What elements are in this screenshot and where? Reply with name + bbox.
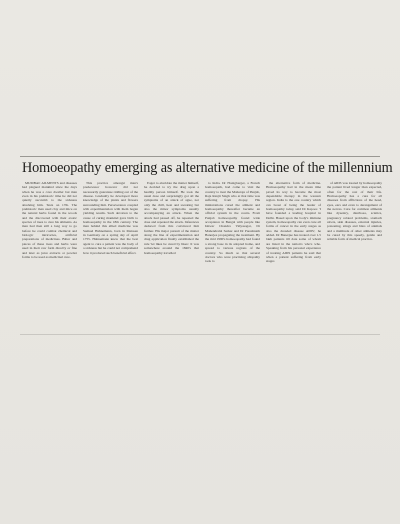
article-column-1 <box>22 181 77 333</box>
column-text: This practice amongst man's predecessor however did not necessarily guarantee ridding out of the disease. Gradually he developed more knowledge of the plants and flowers surrounding him. Perseverance coupled with experimentation with them began yielding results. Such devotion to the cause of curing mankind gave birth to homoeopathy in the 18th century. The man behind this allied medicine was Samuel Hahnemann, born in Meissen in Germany on a spring day of April 1755. Hahnemann knew that the best agent to cure a patient was the body of a sickness but he could not comprehend how it produced such beneficial effect. <box>83 181 138 255</box>
article-column-3 <box>144 181 199 333</box>
article-column-2 <box>83 181 138 333</box>
column-text: to India. Dr Honigberger, a French homoeopath, had come to visit the country to treat the Maharaja of Punjab, Raja Ranjit Singh who at that time was suffering from dropsy. His ministrations cured the ailment and homoeopathy thereafter became an official system in the courts. From Punjab homoeopathy found wide acceptance in Bengal with people like Ishwar Chandra Vidyasagar, Dr Mahendralal Sarkar and Dr Pareshnath Banerjee propagating the treatment. By the mid 1990's homoeopathy had found a strong base in its adopted home, and spread to various regions of the country. So much so that several doctors who were practising allopathy took to <box>205 181 260 264</box>
column-text: the alternative form of medicine. Homoeopathy had in the mean time paved its way to become the most dependable therapy in the western region. India is the one country which can boast of being the leader of homoeopathy today, said Dr Kapoor. 'I have founded a leading hospital in Delhi. Based upon the body's immune system, homoeopathy can even cure all forms of cancer in the early stages as also the dreaded disease AIDS', he added. Dr Banerjee has treated over 1.5 lakh patients till date some of whom are listed in the nation's who's who. Speaking from his personal experience of treating AIDS patients he said that when a patient suffering from early stages <box>266 181 321 264</box>
article-headline: Homoeopathy emerging as alternative medicine of the millennium <box>22 160 393 176</box>
article-column-4 <box>205 181 260 333</box>
article-column-6 <box>327 181 382 333</box>
column-text: Eager to elucidate the matter himself, he decided to try the drug upon a healthy person himself. He took the usual dose and surprisingly got all the symptoms of an attack of ague, not only the chill, heat and sweating but also the minor symptoms usually accompanying an attack. When the attack had passed off, he repeated the dose and repeated the attack. Inferences deduced from this convinced him further. His major pursuit of the matter along the line of experimentation and drug application finally established the rule 'let likes be cured by likes'. It was somewhere around the 1840's that homoeopathy travelled <box>144 181 199 255</box>
column-text: MUMBAI: AILMENTS and diseases had plagued mankind since the days when he was a cave dweller but man even in his prehistoric time he did not quietly succumb to the sickness attacking him. Tests on 17th. The prehistoric man used clay and mice on the natural herbs found in the woods and the discovered with their exotic species of trees to cure his ailments. As man had then still a long way to go before he could combat chemical and biologic intricacies, artificial preparations of medicines. Bitter and pieces of these trees and herbs were used in their raw form directly or fine and later as juice extracts or powder forms to be used as medicinal cure. <box>22 181 77 259</box>
article-column-5 <box>266 181 321 333</box>
bottom-rule <box>20 334 380 335</box>
column-text: of AIDS was treated by homoeopathy the patient lived longer than expected, often for the rest of their life. Homoeopathy has a cure for all diseases from afflictions of the head, eyes, ears and even to derangement of the nerves. Cure for common ailments like dysentry, diarrhoea, sciatica, pregnancy related problems, stomach ulcers, skin diseases, external injuries, poisoning, stings and bites of animals and a multitude of other ailments may be cured by this speedy, gentle and reliable form of medical practice. <box>327 181 382 242</box>
article-body <box>22 181 382 333</box>
top-rule <box>20 156 380 157</box>
